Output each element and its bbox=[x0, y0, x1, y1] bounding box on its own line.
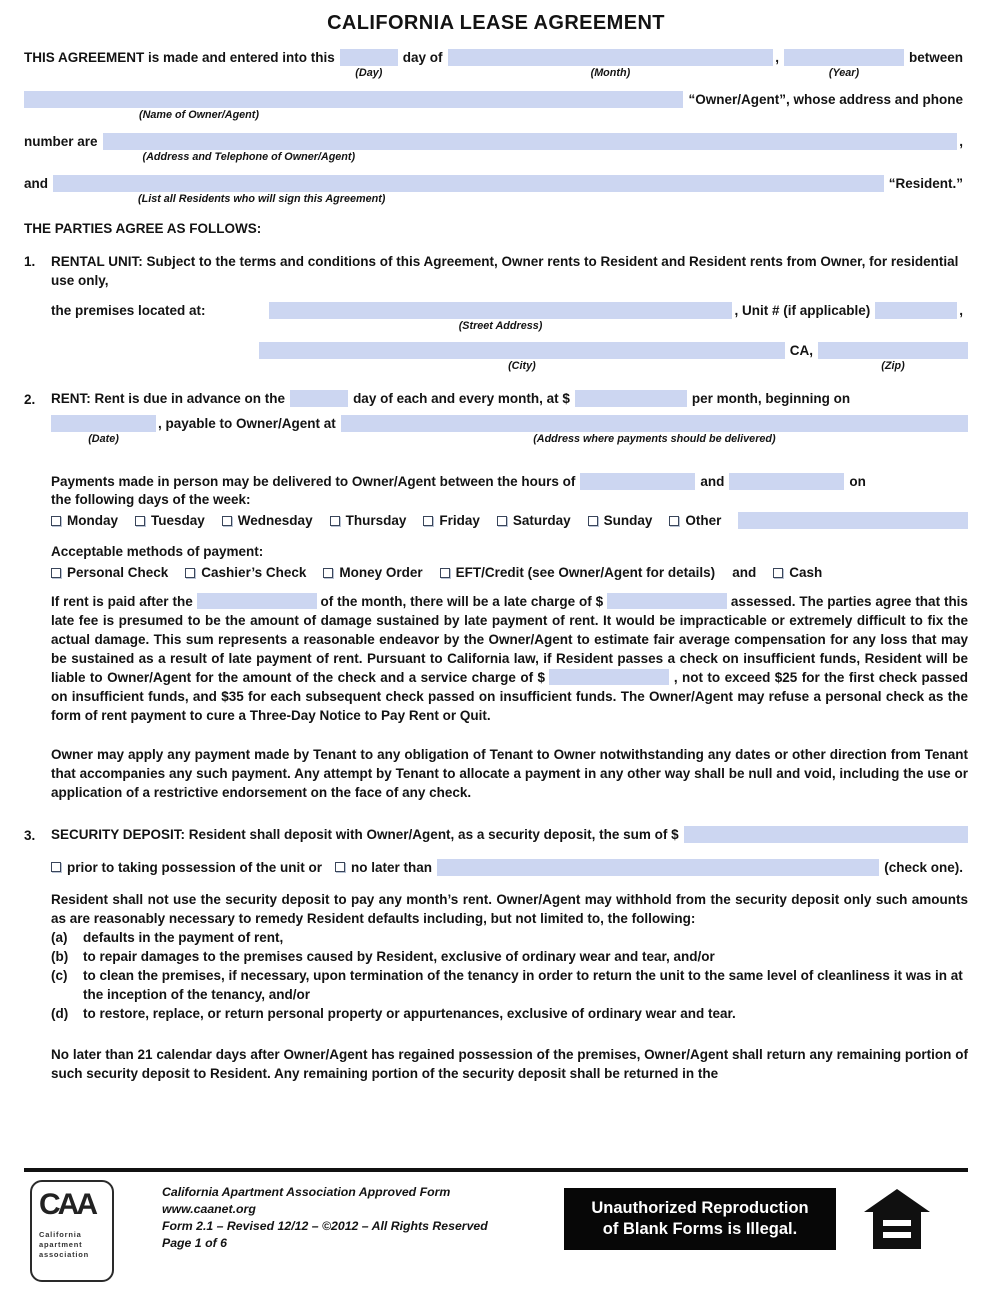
field-label: (Address and Telephone of Owner/Agent) bbox=[142, 151, 356, 163]
intro-text: “Resident.” bbox=[888, 176, 963, 191]
form-page-number: Page 1 of 6 bbox=[162, 1236, 227, 1250]
equal-housing-icon bbox=[862, 1188, 932, 1255]
unit-text: , Unit # (if applicable) bbox=[734, 303, 871, 318]
list-item-text: defaults in the payment of rent, bbox=[83, 930, 284, 945]
list-item-text: to clean the premises, if necessary, upon termination of the tenancy in order to return the unit to the same level of cleanliness it was in at the inception of the tenancy, and/or bbox=[83, 968, 963, 1002]
deposit-line-1 bbox=[51, 826, 968, 843]
zip-field[interactable] bbox=[818, 342, 968, 374]
method-option-cash bbox=[773, 563, 822, 582]
section-rental-unit bbox=[24, 252, 968, 374]
wednesday-label: Wednesday bbox=[237, 513, 313, 528]
deposit-timing-line bbox=[51, 859, 968, 876]
field-bar[interactable] bbox=[575, 390, 687, 407]
methods-checkbox-row bbox=[51, 563, 968, 582]
rent-intro bbox=[51, 390, 290, 407]
intro-text: “Owner/Agent”, whose address and phone bbox=[688, 92, 963, 107]
list-item-label: (d) bbox=[51, 1006, 69, 1021]
late-fee-text: assessed. The parties agree that this late fee is presumed to be the amount of damage sustained by late payment of rent. It would be impracticable or extremely difficult to fix the actual damage. This sum represents a reasonable endeavor by the Owner/Agent to estimate fair average compensation for any loss that may be sustained as a result of late payment of rent. Pursuant to California law, if Resident passes a check on insufficient funds, Resident will be liable to Owner/Agent for the amount of the check and a service charge of $ bbox=[51, 594, 968, 685]
payment-hours-block bbox=[51, 473, 968, 509]
day-option-friday bbox=[423, 511, 480, 530]
field-bar[interactable] bbox=[729, 473, 844, 490]
day-option-thursday bbox=[330, 511, 407, 530]
footer-divider bbox=[24, 1168, 968, 1172]
owner-agent-name-field[interactable] bbox=[24, 91, 683, 123]
premises-lead: the premises located at: bbox=[51, 303, 206, 318]
field-bar[interactable] bbox=[290, 390, 348, 407]
eft-credit-label: EFT/Credit (see Owner/Agent for details) bbox=[455, 565, 716, 580]
rental-unit-intro bbox=[51, 252, 968, 290]
premises-line bbox=[51, 302, 968, 334]
methods-heading: Acceptable methods of payment: bbox=[51, 544, 264, 559]
late-fee-text: of the month, there will be a late charge of $ bbox=[320, 594, 604, 609]
day-option-tuesday bbox=[135, 511, 205, 530]
section-number: 3. bbox=[24, 828, 36, 843]
friday-label: Friday bbox=[439, 513, 480, 528]
rent-text: day of each and every month, at $ bbox=[353, 391, 570, 406]
field-bar[interactable] bbox=[103, 133, 958, 150]
field-bar[interactable] bbox=[51, 415, 156, 432]
other-days-field[interactable] bbox=[738, 512, 968, 529]
field-label: (Name of Owner/Agent) bbox=[139, 109, 259, 121]
state-text: CA, bbox=[789, 343, 813, 358]
page-title: CALIFORNIA LEASE AGREEMENT bbox=[327, 12, 665, 34]
field-bar[interactable] bbox=[259, 342, 785, 359]
section-title: RENT bbox=[51, 391, 87, 406]
caa-logo-subtext bbox=[39, 1230, 105, 1260]
list-item-label: (c) bbox=[51, 968, 68, 983]
section-text: : Subject to the terms and conditions of this Agreement, Owner rents to Resident and Resident rents from Owner, for residential use only, bbox=[51, 254, 959, 288]
monday-checkbox[interactable] bbox=[51, 516, 61, 526]
eft-credit-checkbox[interactable] bbox=[440, 568, 450, 578]
intro-text: day of bbox=[402, 50, 443, 65]
thursday-checkbox[interactable] bbox=[330, 516, 340, 526]
form-website: www.caanet.org bbox=[162, 1202, 256, 1216]
field-label: (Month) bbox=[590, 67, 631, 79]
residents-names-field[interactable] bbox=[53, 175, 884, 207]
field-label: (Zip) bbox=[881, 360, 905, 372]
wednesday-checkbox[interactable] bbox=[222, 516, 232, 526]
thursday-label: Thursday bbox=[345, 513, 407, 528]
cashiers-check-checkbox[interactable] bbox=[185, 568, 195, 578]
deposit-option-text: no later than bbox=[351, 860, 433, 875]
agreement-day-field[interactable] bbox=[340, 49, 398, 81]
deposit-list-item-c bbox=[51, 966, 968, 1004]
city-zip-line bbox=[51, 342, 968, 374]
field-bar[interactable] bbox=[53, 175, 884, 192]
field-bar[interactable] bbox=[341, 415, 968, 432]
rent-amount-field[interactable] bbox=[575, 390, 687, 407]
deposit-return-paragraph: No later than 21 calendar days after Owner/Agent has regained possession of the premises, Owner/Agent shall return any remaining portion of such security deposit to Resident. Any remaining portion of the security deposit shall be returned in the bbox=[51, 1047, 968, 1081]
deposit-list-item-a bbox=[51, 928, 968, 947]
tuesday-checkbox[interactable] bbox=[135, 516, 145, 526]
day-option-wednesday bbox=[222, 511, 313, 530]
field-bar[interactable] bbox=[580, 473, 695, 490]
field-bar[interactable] bbox=[340, 49, 398, 66]
field-label: (Day) bbox=[355, 67, 383, 79]
section-rent bbox=[24, 390, 968, 802]
intro-text: THIS AGREEMENT is made and entered into this bbox=[24, 50, 335, 65]
method-option-cashiers-check bbox=[185, 563, 306, 582]
day-option-other bbox=[669, 511, 721, 530]
section-number: 2. bbox=[24, 392, 36, 407]
unauthorized-warning-box bbox=[564, 1188, 836, 1250]
field-label: (Date) bbox=[88, 433, 119, 445]
other-label: Other bbox=[685, 513, 722, 528]
sunday-label: Sunday bbox=[603, 513, 653, 528]
owner-agent-address-field[interactable] bbox=[103, 133, 958, 165]
late-fee-paragraph bbox=[51, 592, 968, 725]
cash-checkbox[interactable] bbox=[773, 568, 783, 578]
intro-text: , bbox=[775, 50, 779, 65]
agreement-year-field[interactable] bbox=[784, 49, 904, 81]
cashiers-check-label: Cashier’s Check bbox=[201, 565, 307, 580]
method-option-personal-check bbox=[51, 563, 168, 582]
tuesday-label: Tuesday bbox=[151, 513, 205, 528]
form-revision-line: Form 2.1 – Revised 12/12 – ©2012 – All Rights Reserved bbox=[162, 1219, 488, 1233]
intro-text: and bbox=[24, 176, 49, 191]
rent-text: , payable to Owner/Agent at bbox=[158, 416, 336, 431]
other-checkbox[interactable] bbox=[669, 516, 679, 526]
warning-line: of Blank Forms is Illegal. bbox=[602, 1220, 798, 1238]
intro-text: number are bbox=[24, 134, 98, 149]
deposit-list-item-d bbox=[51, 1004, 968, 1023]
late-fee-text: , not to exceed $25 for the first check passed on insufficient funds, and $35 for each subsequent check passed on insufficient funds. The Owner/Agent may refuse a personal check as the form of rent payment to cure a Three-Day Notice to Pay Rent or Quit. bbox=[51, 670, 968, 723]
money-order-checkbox[interactable] bbox=[323, 568, 333, 578]
list-item-label: (a) bbox=[51, 930, 68, 945]
warning-line: Unauthorized Reproduction bbox=[591, 1199, 809, 1217]
caa-logo-text: CAA bbox=[39, 1188, 95, 1221]
field-label: (Address where payments should be delivered) bbox=[533, 433, 776, 445]
deposit-option-text: prior to taking possession of the unit or bbox=[67, 860, 323, 875]
friday-checkbox[interactable] bbox=[423, 516, 433, 526]
monday-label: Monday bbox=[67, 513, 119, 528]
form-info-block bbox=[162, 1184, 564, 1252]
list-item-text: to repair damages to the premises caused by Resident, exclusive of ordinary wear and tear, and/or bbox=[83, 949, 715, 964]
hours-to-field[interactable] bbox=[729, 473, 844, 490]
money-order-label: Money Order bbox=[339, 565, 423, 580]
late-fee-text: If rent is paid after the bbox=[51, 594, 193, 609]
intro-line-3 bbox=[24, 133, 968, 165]
rent-begin-date-field[interactable] bbox=[51, 415, 156, 447]
field-bar[interactable] bbox=[437, 859, 879, 876]
intro-line-1 bbox=[24, 49, 968, 81]
deposit-list-item-b bbox=[51, 947, 968, 966]
cash-label: Cash bbox=[789, 565, 823, 580]
late-after-day-field[interactable] bbox=[197, 593, 317, 609]
form-approved-line: California Apartment Association Approved Form bbox=[162, 1185, 451, 1199]
rent-text: per month, beginning on bbox=[691, 391, 851, 406]
list-item-text: to restore, replace, or return personal property or appurtenances, exclusive of ordinary wear and tear. bbox=[83, 1006, 736, 1021]
section-title: SECURITY DEPOSIT bbox=[51, 827, 181, 842]
payment-hours-line bbox=[51, 473, 968, 490]
field-label: (List all Residents who will sign this Agreement) bbox=[138, 193, 386, 205]
nsf-service-charge-field[interactable] bbox=[549, 669, 669, 685]
hours-from-field[interactable] bbox=[580, 473, 695, 490]
city-field[interactable] bbox=[259, 342, 785, 374]
agreement-month-field[interactable] bbox=[448, 49, 774, 81]
days-of-week-lead: the following days of the week: bbox=[51, 492, 251, 507]
field-bar[interactable] bbox=[448, 49, 774, 66]
payment-application-paragraph: Owner may apply any payment made by Tenant to any obligation of Tenant to Owner notwithstanding any dates or other direction from Tenant that accompanies any such payment. Any attempt by Tenant to allocate a payment in any other way shall be null and void, including the use or application of a restrictive endorsement on the face of any check. bbox=[51, 747, 968, 800]
intro-text: between bbox=[908, 50, 963, 65]
and-text: and bbox=[732, 565, 757, 580]
list-item-label: (b) bbox=[51, 949, 69, 964]
field-bar[interactable] bbox=[818, 342, 968, 359]
field-bar[interactable] bbox=[784, 49, 904, 66]
saturday-checkbox[interactable] bbox=[497, 516, 507, 526]
security-deposit-amount-field[interactable] bbox=[684, 826, 968, 843]
field-bar[interactable] bbox=[269, 302, 733, 319]
deposit-use-paragraph: Resident shall not use the security deposit to pay any month’s rent. Owner/Agent may withhold from the security deposit only such amounts as are reasonably necessary to remedy Resident defaults including, but not limited to, the following: bbox=[51, 892, 968, 926]
section-text: : Resident shall deposit with Owner/Agent, as a security deposit, the sum of $ bbox=[180, 827, 679, 842]
section-text: : Rent is due in advance on the bbox=[86, 391, 286, 406]
rent-due-day-field[interactable] bbox=[290, 390, 348, 407]
deposit-intro bbox=[51, 826, 684, 843]
check-one-text: (check one). bbox=[884, 860, 963, 875]
prior-possession-checkbox[interactable] bbox=[51, 862, 61, 872]
field-label: (Street Address) bbox=[458, 320, 543, 332]
hours-text: Payments made in person may be delivered to Owner/Agent between the hours of bbox=[51, 474, 576, 489]
day-option-saturday bbox=[497, 511, 571, 530]
comma-text: , bbox=[959, 303, 963, 318]
saturday-label: Saturday bbox=[512, 513, 571, 528]
personal-check-checkbox[interactable] bbox=[51, 568, 61, 578]
intro-line-2 bbox=[24, 91, 968, 123]
caa-logo bbox=[30, 1180, 114, 1282]
intro-line-4 bbox=[24, 175, 968, 207]
sunday-checkbox[interactable] bbox=[588, 516, 598, 526]
street-address-field[interactable] bbox=[269, 302, 733, 334]
days-checkbox-row bbox=[51, 511, 968, 530]
field-bar[interactable] bbox=[24, 91, 683, 108]
section-number: 1. bbox=[24, 254, 36, 269]
deposit-deadline-field[interactable] bbox=[437, 859, 879, 876]
method-option-money-order bbox=[323, 563, 422, 582]
page-footer bbox=[24, 1152, 968, 1282]
unit-number-field[interactable] bbox=[875, 302, 957, 319]
rent-line-1 bbox=[51, 390, 968, 407]
payment-address-field[interactable] bbox=[341, 415, 968, 447]
caa-sub-line: association bbox=[39, 1250, 90, 1259]
day-option-monday bbox=[51, 511, 118, 530]
field-bar[interactable] bbox=[738, 512, 968, 529]
field-bar[interactable] bbox=[875, 302, 957, 319]
field-label: (Year) bbox=[828, 67, 860, 79]
hours-text: and bbox=[700, 474, 725, 489]
parties-agree-heading: THE PARTIES AGREE AS FOLLOWS: bbox=[24, 221, 262, 236]
method-option-eft-credit bbox=[440, 563, 716, 582]
field-bar[interactable] bbox=[684, 826, 968, 843]
no-later-than-checkbox[interactable] bbox=[335, 862, 345, 872]
late-charge-amount-field[interactable] bbox=[607, 593, 727, 609]
hours-text: on bbox=[849, 474, 866, 489]
field-label: (City) bbox=[508, 360, 536, 372]
day-option-sunday bbox=[588, 511, 653, 530]
section-security-deposit bbox=[24, 826, 968, 1083]
intro-text: , bbox=[959, 134, 963, 149]
caa-sub-line: California bbox=[39, 1230, 82, 1239]
section-title: RENTAL UNIT bbox=[51, 254, 139, 269]
personal-check-label: Personal Check bbox=[67, 565, 169, 580]
rent-line-2 bbox=[51, 415, 968, 447]
caa-sub-line: apartment bbox=[39, 1240, 83, 1249]
